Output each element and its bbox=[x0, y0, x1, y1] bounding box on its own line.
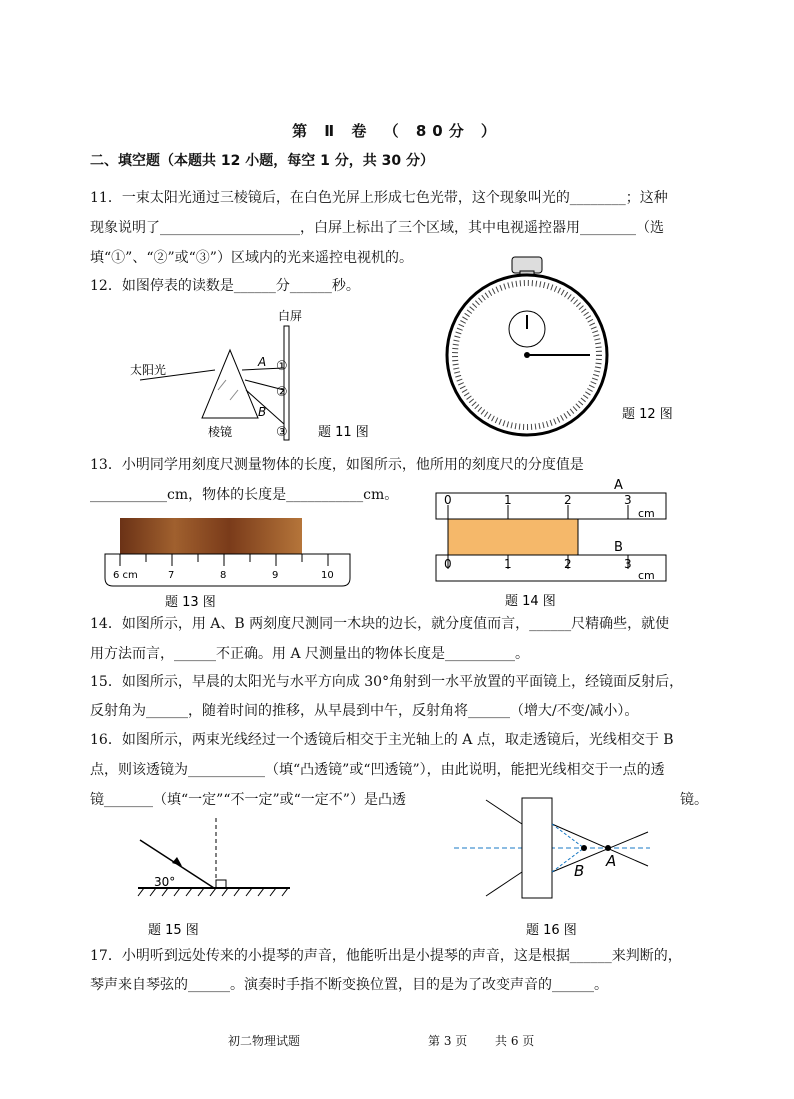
unit-label: cm bbox=[638, 569, 655, 582]
tick-label: 3 bbox=[624, 557, 632, 571]
q11-line3: 填“①”、“②”或“③”）区域内的光来遥控电视机的。 bbox=[90, 250, 413, 266]
figure-13-ruler bbox=[95, 510, 365, 610]
tick-label: 2 bbox=[564, 493, 572, 507]
q15-line1: 15．如图所示，早晨的太阳光与水平方向成 30°角射到一水平放置的平面镜上，经镜面反射后， bbox=[90, 674, 684, 690]
mirror bbox=[216, 880, 226, 888]
tick-label: 0 bbox=[444, 557, 452, 571]
q14-line1: 14．如图所示，用 A、B 两刻度尺测同一木块的边长，就分度值而言，______尺精确些，就使 bbox=[90, 616, 670, 632]
q13-line2: ___________cm，物体的长度是___________cm。 bbox=[90, 487, 399, 503]
figure-12-stopwatch bbox=[440, 255, 690, 440]
figure-11-prism bbox=[130, 300, 390, 445]
figure-13-caption: 题 13 图 bbox=[165, 595, 216, 610]
tick-label: 2 bbox=[564, 557, 572, 571]
sun-label: 太阳光 bbox=[130, 363, 167, 377]
lens bbox=[522, 798, 552, 898]
q16-line1: 16．如图所示，两束光线经过一个透镜后相交于主光轴上的 A 点，取走透镜后，光线相交于 B bbox=[90, 732, 674, 748]
point-a bbox=[605, 845, 611, 851]
tick-label: 1 bbox=[504, 493, 512, 507]
figure-12-caption: 题 12 图 bbox=[622, 407, 673, 422]
point-a-label: A bbox=[606, 852, 617, 870]
ray-a-label: A bbox=[258, 355, 267, 369]
figure-16-caption: 题 16 图 bbox=[526, 923, 577, 938]
tick-label: 10 bbox=[321, 570, 334, 581]
ruler-a-label: A bbox=[614, 478, 623, 493]
q13-line1: 13．小明同学用刻度尺测量物体的长度，如图所示，他所用的刻度尺的分度值是 bbox=[90, 457, 584, 473]
q17-line1: 17．小明听到远处传来的小提琴的声音，他能听出是小提琴的声音，这是根据______来判断的， bbox=[90, 948, 682, 964]
figure-11-caption: 题 11 图 bbox=[318, 425, 369, 440]
q12-line1: 12．如图停表的读数是______分______秒。 bbox=[90, 278, 360, 294]
prism-label: 棱镜 bbox=[208, 425, 233, 439]
figure-14-caption: 题 14 图 bbox=[505, 594, 556, 609]
q16-line3a: 镜_______（填“一定”“不一定”或“一定不”）是凸透 bbox=[90, 792, 406, 808]
ray-b-label: B bbox=[258, 405, 267, 419]
tick-label: 0 bbox=[444, 493, 452, 507]
region-2: ② bbox=[276, 385, 288, 400]
ruler-body bbox=[105, 554, 350, 586]
figure-14-rulers bbox=[430, 475, 680, 610]
q17-line2: 琴声来自琴弦的______。演奏时手指不断变换位置，目的是为了改变声音的______。 bbox=[90, 977, 608, 993]
q14-line2: 用方法而言，______不正确。用 A 尺测量出的物体长度是__________。 bbox=[90, 646, 530, 662]
figure-15-caption: 题 15 图 bbox=[148, 923, 199, 938]
prism-shape bbox=[202, 350, 258, 418]
screen-label: 白屏 bbox=[278, 309, 303, 323]
tick-label: 9 bbox=[272, 570, 279, 581]
tick-label: 8 bbox=[220, 570, 227, 581]
wooden-block bbox=[448, 519, 578, 555]
point-b bbox=[581, 845, 587, 851]
angle-label: 30° bbox=[154, 875, 176, 889]
section-heading: 二、填空题（本题共 12 小题，每空 1 分，共 30 分） bbox=[90, 153, 434, 169]
unit-label: cm bbox=[638, 507, 655, 520]
region-3: ③ bbox=[276, 425, 288, 440]
footer-subject: 初二物理试题 bbox=[228, 1034, 301, 1048]
ruler-b-label: B bbox=[614, 540, 623, 555]
footer-total: 共 6 页 bbox=[495, 1034, 535, 1048]
tick-label: 1 bbox=[504, 557, 512, 571]
q16-line3b: 镜。 bbox=[680, 792, 708, 808]
region-1: ① bbox=[276, 359, 288, 374]
footer-page: 第 3 页 bbox=[428, 1034, 468, 1048]
q16-line2: 点，则该透镜为___________（填“凸透镜”或“凹透镜”），由此说明，能把光线相交于一点的透 bbox=[90, 762, 665, 778]
page-title: 第 Ⅱ 卷 （ 80分 ） bbox=[292, 122, 502, 140]
white-screen bbox=[284, 326, 289, 440]
figure-15-mirror bbox=[130, 818, 300, 938]
q11-line1: 11．一束太阳光通过三棱镜后，在白色光屏上形成七色光带，这个现象叫光的________；这种 bbox=[90, 190, 668, 206]
wooden-block bbox=[120, 518, 302, 554]
tick-label: 3 bbox=[624, 493, 632, 507]
tick-label: 7 bbox=[168, 570, 175, 581]
tick-label: 6 cm bbox=[113, 570, 138, 581]
q11-line2: 现象说明了____________________，白屏上标出了三个区域，其中电视遥控器用________（选 bbox=[90, 220, 664, 236]
point-b-label: B bbox=[574, 862, 585, 880]
q15-line2: 反射角为______，随着时间的推移，从早晨到中午，反射角将______（增大/不变/减小）。 bbox=[90, 703, 639, 719]
figure-16-lens bbox=[450, 792, 660, 938]
